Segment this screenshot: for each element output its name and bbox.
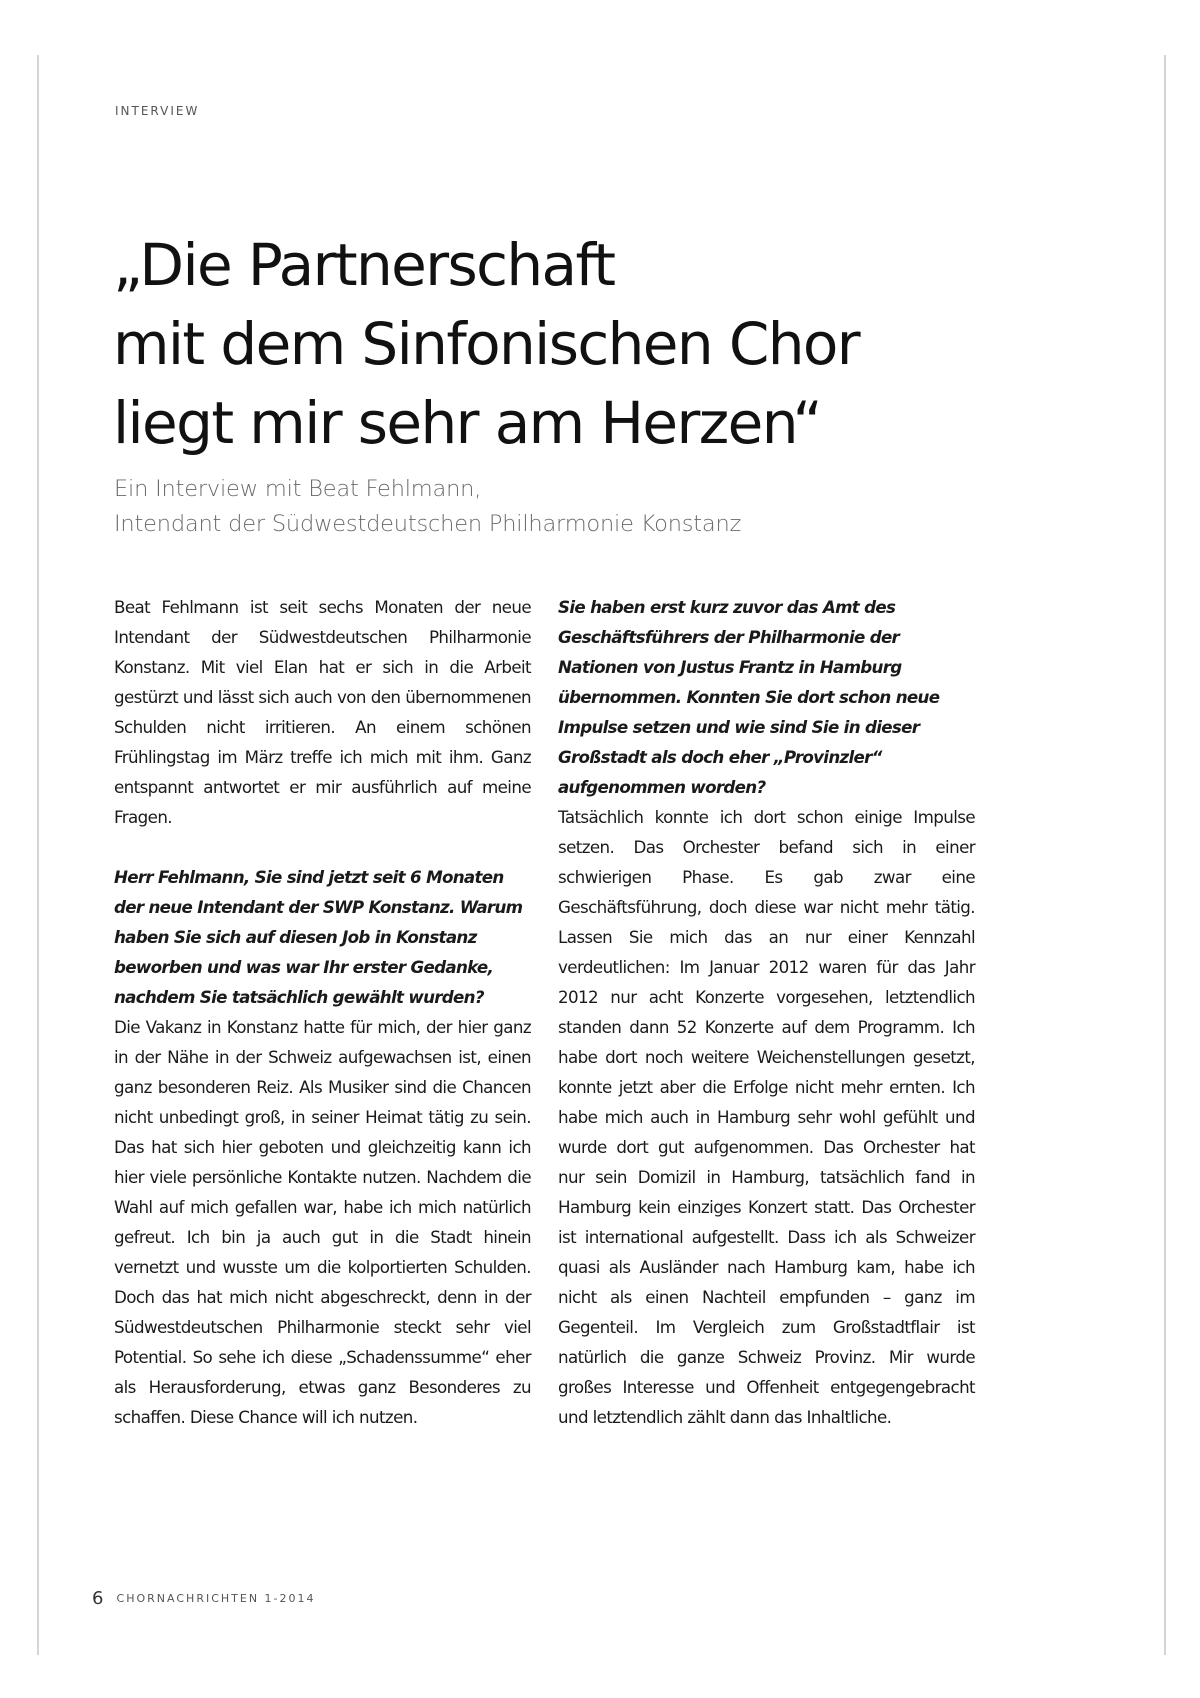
subhead-line-1: Ein Interview mit Beat Fehlmann,: [114, 476, 482, 502]
text-column-right: [558, 592, 975, 1432]
text-column-left: [114, 592, 531, 1432]
page-number: 6: [92, 1588, 104, 1609]
section-kicker: INTERVIEW: [115, 104, 200, 118]
left-page-edge: [37, 55, 39, 1655]
interview-answer-2: Tatsächlich konnte ich dort schon einige Impulse setzen. Das Orchester befand sich in einer schwierigen Phase. Es gab zwar eine Geschäftsführung, doch diese war nicht mehr tätig. Lassen Sie mich das an nur einer Kennzahl verdeutlichen: Im Januar 2012 waren für das Jahr 2012 nur acht Konzerte vorgesehen, letztendlich standen dann 52 Konzerte auf dem Programm. Ich habe dort noch weitere Weichenstellungen gesetzt, konnte jetzt aber die Erfolge nicht mehr ernten. Ich habe mich auch in Hamburg sehr wohl gefühlt und wurde dort gut aufgenommen. Das Orchester hat nur sein Domizil in Hamburg, tatsächlich fand in Hamburg kein einziges Konzert statt. Das Orchester ist international aufgestellt. Dass ich als Schweizer quasi als Ausländer nach Hamburg kam, habe ich nicht als einen Nachteil empfunden – ganz im Gegenteil. Im Vergleich zum Großstadtflair ist natürlich die ganze Schweiz Provinz. Mir wurde großes Interesse und Offenheit entgegengebracht und letztendlich zählt dann das Inhaltliche.: [558, 807, 975, 1427]
right-page-edge: [1164, 55, 1166, 1655]
interview-question-1: Herr Fehlmann, Sie sind jetzt seit 6 Monaten der neue Intendant der SWP Konstanz. Warum haben Sie sich auf diesen Job in Konstanz beworben und was war Ihr erster Gedanke, nachdem Sie tatsächlich gewählt wurden?: [114, 867, 523, 1007]
paragraph-spacer: [114, 832, 531, 862]
headline-line-2: mit dem Sinfonischen Chor: [113, 310, 860, 378]
subhead-line-2: Intendant der Südwestdeutschen Philharmonie Konstanz: [114, 511, 742, 537]
magazine-issue: CHORNACHRICHTEN 1-2014: [116, 1592, 316, 1605]
interview-question-2: Sie haben erst kurz zuvor das Amt des Geschäftsführers der Philharmonie der Nationen von Justus Frantz in Hamburg übernommen. Konnten Sie dort schon neue Impulse setzen und wie sind Sie in dieser Großstadt als doch eher „Provinzler“ aufgenommen worden?: [558, 597, 940, 797]
headline-line-1: „Die Partnerschaft: [113, 231, 615, 299]
intro-paragraph: Beat Fehlmann ist seit sechs Monaten der neue Intendant der Südwestdeutschen Philharmonie Konstanz. Mit viel Elan hat er sich in die Arbeit gestürzt und lässt sich auch von den übernommenen Schulden nicht irritieren. An einem schönen Frühlingstag im März treffe ich mich mit ihm. Ganz entspannt antwortet er mir ausführlich auf meine Fragen.: [114, 597, 531, 827]
article-subhead: [114, 472, 1114, 542]
article-headline: [113, 226, 1113, 463]
interview-answer-1: Die Vakanz in Konstanz hatte für mich, der hier ganz in der Nähe in der Schweiz aufgewachsen ist, einen ganz besonderen Reiz. Als Musiker sind die Chancen nicht unbedingt groß, in seiner Heimat tätig zu sein. Das hat sich hier geboten und gleichzeitig kann ich hier viele persönliche Kontakte nutzen. Nachdem die Wahl auf mich gefallen war, habe ich mich natürlich gefreut. Ich bin ja auch gut in die Stadt hinein vernetzt und wusste um die kolportierten Schulden. Doch das hat mich nicht abgeschreckt, denn in der Südwestdeutschen Philharmonie steckt sehr viel Potential. So sehe ich diese „Schadenssumme“ eher als Herausforderung, etwas ganz Besonderes zu schaffen. Diese Chance will ich nutzen.: [114, 1017, 531, 1427]
headline-line-3: liegt mir sehr am Herzen“: [113, 389, 822, 457]
page-footer: [92, 1588, 316, 1609]
